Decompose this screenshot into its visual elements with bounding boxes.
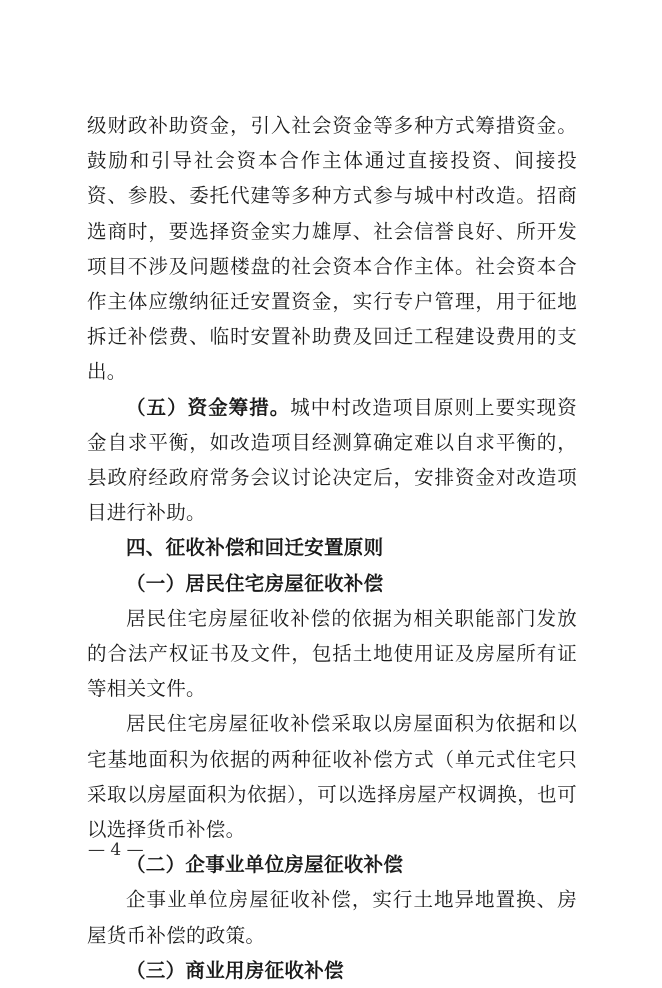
paragraph-fund-raising [87, 390, 577, 531]
heading-compensation-principles: 四、征收补偿和回迁安置原则 [126, 536, 384, 560]
document-body [87, 108, 577, 988]
section-text-fund-raising: 城中村改造项目原则上要实现资金自求平衡，如改造项目经测算确定难以自求平衡的，县政府经政府常务会议讨论决定后，安排资金对改造项目进行补助。 [87, 395, 577, 525]
paragraph-funding-sources: 级财政补助资金，引入社会资金等多种方式筹措资金。鼓励和引导社会资本合作主体通过直接投资、间接投资、参股、委托代建等多种方式参与城中村改造。招商选商时，要选择资金实力雄厚、社会信誉良好、所开发项目不涉及问题楼盘的社会资本合作主体。社会资本合作主体应缴纳征迁安置资金，实行专户管理，用于征地拆迁补偿费、临时安置补助费及回迁工程建设费用的支出。 [87, 114, 577, 384]
paragraph-residential-basis: 居民住宅房屋征收补偿的依据为相关职能部门发放的合法产权证书及文件，包括土地使用证及房屋所有证等相关文件。 [87, 606, 577, 701]
section-label-fund-raising: （五）资金筹措。 [126, 395, 291, 419]
paragraph-residential-methods: 居民住宅房屋征收补偿采取以房屋面积为依据和以宅基地面积为依据的两种征收补偿方式（单元式住宅只采取以房屋面积为依据），可以选择房屋产权调换，也可以选择货币补偿。 [87, 712, 577, 842]
subheading-residential-compensation: （一）居民住宅房屋征收补偿 [126, 571, 384, 595]
page-number: — 4 — [88, 840, 144, 860]
subheading-commercial-compensation: （三）商业用房征收补偿 [126, 958, 344, 982]
subheading-enterprise-compensation: （二）企事业单位房屋征收补偿 [126, 853, 404, 877]
paragraph-enterprise-policy: 企事业单位房屋征收补偿，实行土地异地置换、房屋货币补偿的政策。 [87, 888, 577, 947]
